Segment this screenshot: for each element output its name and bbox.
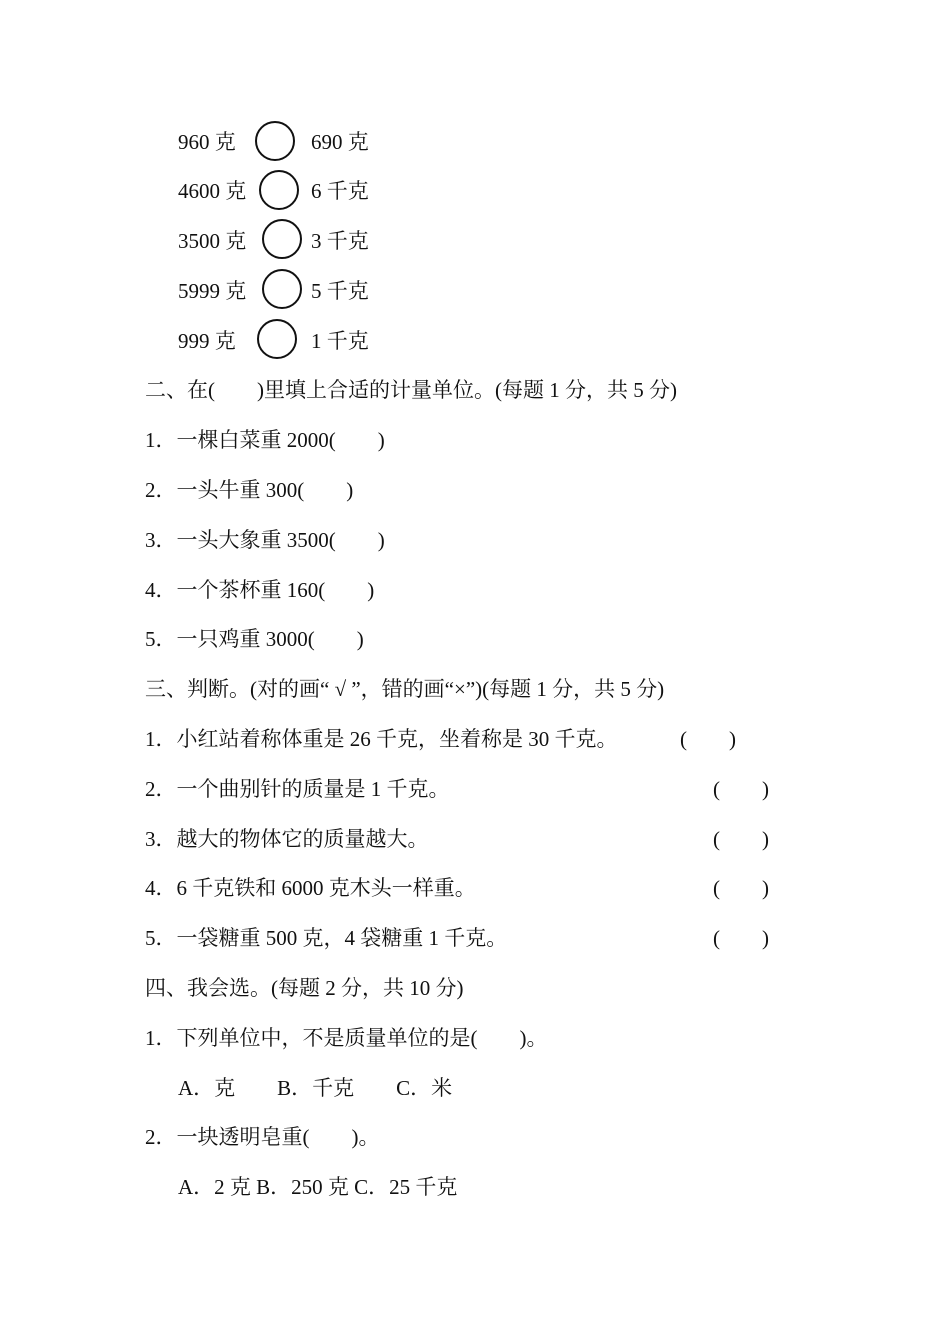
section2-item-2: 2．一头牛重 300( ) bbox=[145, 478, 354, 502]
section2-item-3: 3．一头大象重 3500( ) bbox=[145, 528, 385, 552]
section4-heading: 四、我会选。(每题 2 分，共 10 分) bbox=[145, 976, 464, 1000]
comparison-right-3: 3 千克 bbox=[311, 229, 369, 253]
answer-paren-4[interactable]: ( ) bbox=[713, 876, 769, 900]
comparison-left-5: 999 克 bbox=[178, 329, 236, 353]
answer-paren-5[interactable]: ( ) bbox=[713, 926, 769, 950]
section2-heading: 二、在( )里填上合适的计量单位。(每题 1 分，共 5 分) bbox=[145, 378, 677, 402]
comparison-left-4: 5999 克 bbox=[178, 279, 247, 303]
answer-paren-2[interactable]: ( ) bbox=[713, 777, 769, 801]
section4-question-2: 2．一块透明皂重( )。 bbox=[145, 1125, 380, 1149]
section3-item-5: 5．一袋糖重 500 克，4 袋糖重 1 千克。 bbox=[145, 926, 508, 950]
section4-question-1: 1．下列单位中，不是质量单位的是( )。 bbox=[145, 1026, 548, 1050]
comparison-right-1: 690 克 bbox=[311, 130, 369, 154]
section3-item-1: 1．小红站着称体重是 26 千克，坐着称是 30 千克。 bbox=[145, 727, 618, 751]
section3-item-4: 4．6 千克铁和 6000 克木头一样重。 bbox=[145, 876, 476, 900]
section4-question-2-options: A．2 克 B．250 克 C．25 千克 bbox=[178, 1175, 458, 1199]
comparison-left-3: 3500 克 bbox=[178, 229, 247, 253]
comparison-circle-1[interactable] bbox=[255, 121, 295, 161]
section2-item-5: 5．一只鸡重 3000( ) bbox=[145, 627, 364, 651]
comparison-circle-5[interactable] bbox=[257, 319, 297, 359]
comparison-circle-2[interactable] bbox=[259, 170, 299, 210]
answer-paren-1[interactable]: ( ) bbox=[680, 727, 736, 751]
section3-item-3: 3．越大的物体它的质量越大。 bbox=[145, 827, 429, 851]
comparison-circle-4[interactable] bbox=[262, 269, 302, 309]
comparison-left-2: 4600 克 bbox=[178, 179, 247, 203]
section2-item-1: 1．一棵白菜重 2000( ) bbox=[145, 428, 385, 452]
answer-paren-3[interactable]: ( ) bbox=[713, 827, 769, 851]
comparison-right-5: 1 千克 bbox=[311, 329, 369, 353]
section3-item-2: 2．一个曲别针的质量是 1 千克。 bbox=[145, 777, 450, 801]
comparison-circle-3[interactable] bbox=[262, 219, 302, 259]
section4-question-1-options: A．克 B．千克 C．米 bbox=[178, 1076, 453, 1100]
comparison-right-4: 5 千克 bbox=[311, 279, 369, 303]
comparison-left-1: 960 克 bbox=[178, 130, 236, 154]
comparison-right-2: 6 千克 bbox=[311, 179, 369, 203]
section2-item-4: 4．一个茶杯重 160( ) bbox=[145, 578, 375, 602]
section3-heading: 三、判断。(对的画“ √ ”，错的画“×”)(每题 1 分，共 5 分) bbox=[145, 677, 665, 701]
